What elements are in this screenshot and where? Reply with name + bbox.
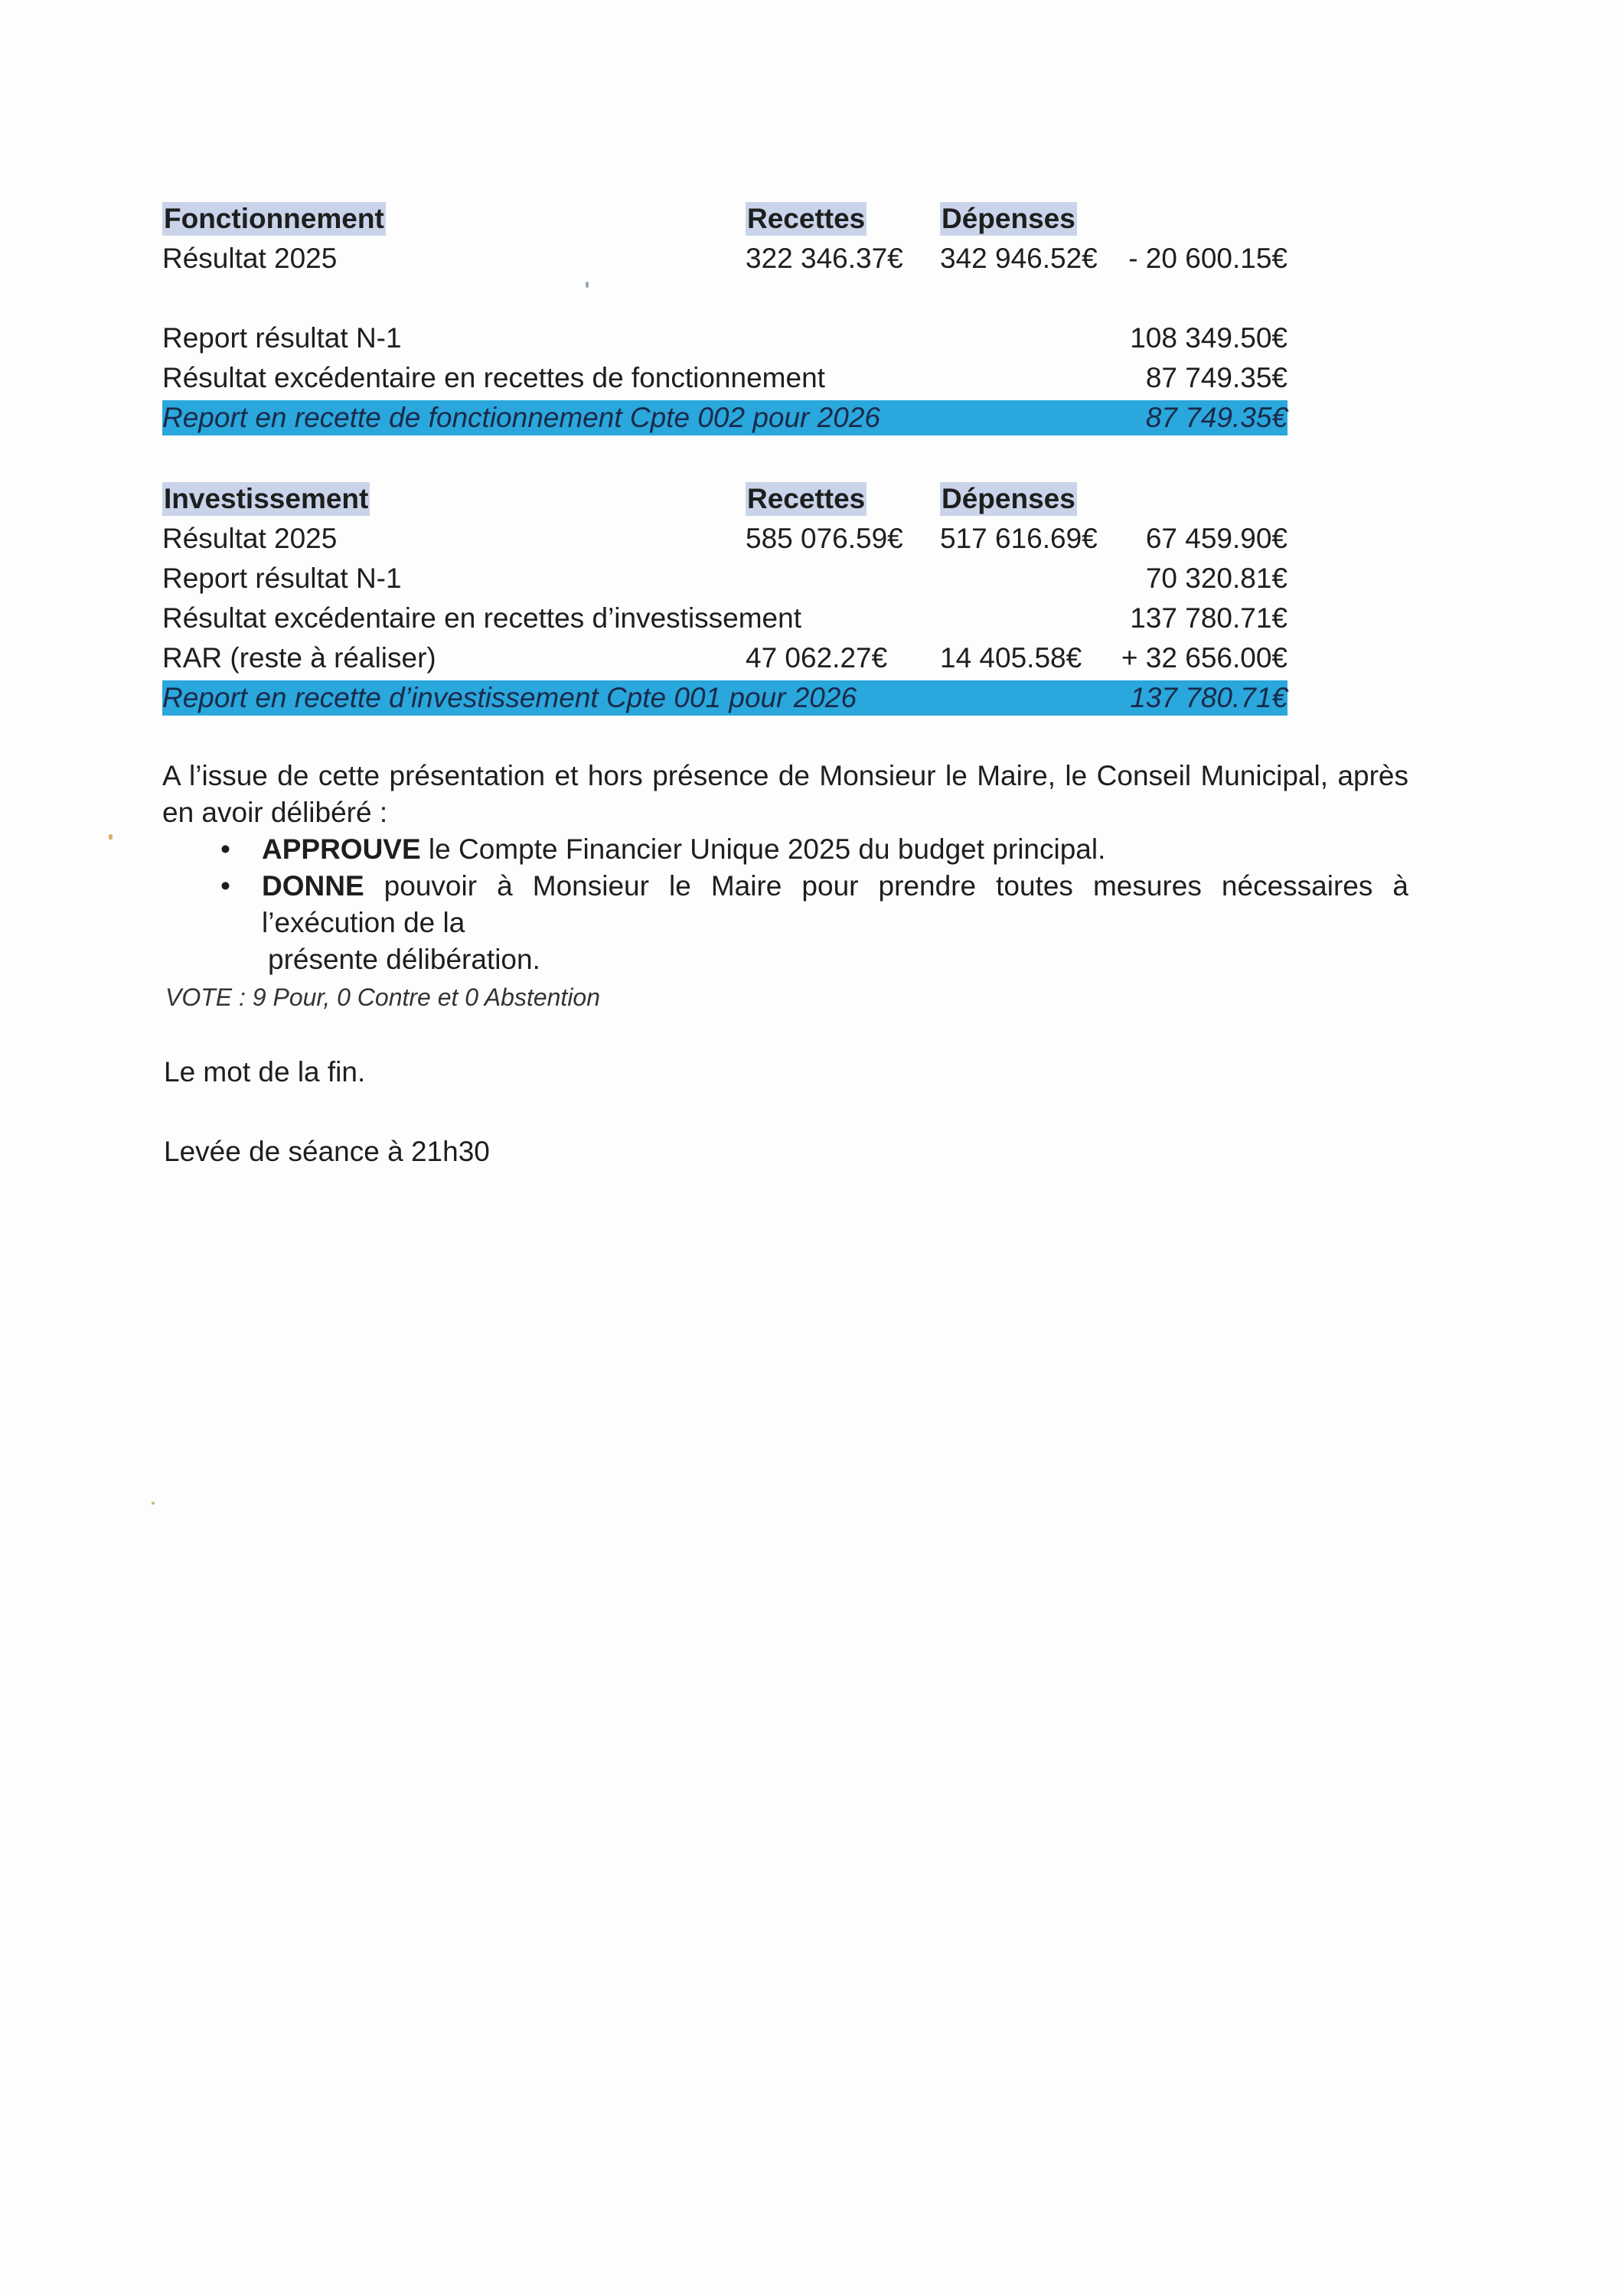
table-row — [162, 239, 1287, 279]
investissement-header-row — [162, 479, 1287, 519]
depenses-value: 517 616.69€ — [940, 523, 1098, 554]
scan-speck — [109, 834, 113, 840]
vote-result: VOTE : 9 Pour, 0 Contre et 0 Abstention — [165, 983, 601, 1011]
table-row — [162, 638, 1287, 678]
total-value: 67 459.90€ — [1145, 523, 1287, 554]
depenses-value: 14 405.58€ — [940, 642, 1082, 673]
intro-paragraph: A l’issue de cette présentation et hors présence de Monsieur le Maire, le Conseil Municipal, après en avoir délibéré : — [162, 760, 1408, 828]
recettes-value: 322 346.37€ — [746, 243, 903, 274]
table-row — [162, 318, 1287, 358]
depenses-value: 342 946.52€ — [940, 243, 1098, 274]
decision-text: le Compte Financier Unique 2025 du budget principal. — [420, 833, 1106, 865]
fonctionnement-heading: Fonctionnement — [164, 203, 384, 234]
report-label: Report en recette d’investissement Cpte 001 pour 2026 — [162, 682, 857, 713]
table-row — [162, 559, 1287, 598]
total-value: 137 780.71€ — [1130, 602, 1287, 634]
depenses-column-header: Dépenses — [942, 203, 1075, 234]
row-label: Résultat excédentaire en recettes d’investissement — [162, 602, 801, 634]
closing-remark: Le mot de la fin. — [164, 1056, 366, 1088]
fonctionnement-table — [162, 199, 1287, 435]
recettes-value: 585 076.59€ — [746, 523, 903, 554]
row-label: Report résultat N-1 — [162, 563, 402, 594]
fonctionnement-header-row — [162, 199, 1287, 239]
row-label: Report résultat N-1 — [162, 322, 402, 354]
total-value: - 20 600.15€ — [1128, 243, 1287, 274]
depenses-column-header: Dépenses — [942, 483, 1075, 514]
row-label: Résultat 2025 — [162, 243, 338, 274]
report-total: 87 749.35€ — [1145, 402, 1287, 433]
total-value: + 32 656.00€ — [1121, 642, 1287, 673]
decision-verb: APPROUVE — [262, 833, 421, 865]
fonctionnement-report-row — [162, 400, 1287, 435]
scan-speck — [152, 1502, 155, 1505]
table-row — [162, 598, 1287, 638]
total-value: 87 749.35€ — [1145, 362, 1287, 393]
list-item — [162, 868, 1408, 978]
investissement-report-row — [162, 680, 1287, 716]
row-label: Résultat excédentaire en recettes de fonctionnement — [162, 362, 825, 393]
recettes-value: 47 062.27€ — [746, 642, 888, 673]
table-row — [162, 519, 1287, 559]
decision-text: pouvoir à Monsieur le Maire pour prendre toutes mesures nécessaires à l’exécution de la — [262, 870, 1408, 938]
row-label: RAR (reste à réaliser) — [162, 642, 436, 673]
table-row — [162, 358, 1287, 398]
decision-continuation: présente délibération. — [268, 944, 540, 975]
recettes-column-header: Recettes — [747, 483, 866, 514]
row-label: Résultat 2025 — [162, 523, 338, 554]
session-end: Levée de séance à 21h30 — [164, 1136, 490, 1167]
total-value: 70 320.81€ — [1145, 563, 1287, 594]
deliberation-text — [162, 758, 1408, 978]
list-item — [162, 831, 1408, 868]
report-label: Report en recette de fonctionnement Cpte 002 pour 2026 — [162, 402, 880, 433]
bullet-icon: • — [220, 833, 230, 865]
investissement-heading: Investissement — [164, 483, 369, 514]
report-total: 137 780.71€ — [1130, 682, 1287, 713]
decision-list — [162, 831, 1408, 978]
decision-verb: DONNE — [262, 870, 364, 902]
bullet-icon: • — [220, 870, 230, 902]
investissement-table — [162, 479, 1287, 716]
scan-speck — [586, 282, 589, 288]
total-value: 108 349.50€ — [1130, 322, 1287, 354]
recettes-column-header: Recettes — [747, 203, 866, 234]
